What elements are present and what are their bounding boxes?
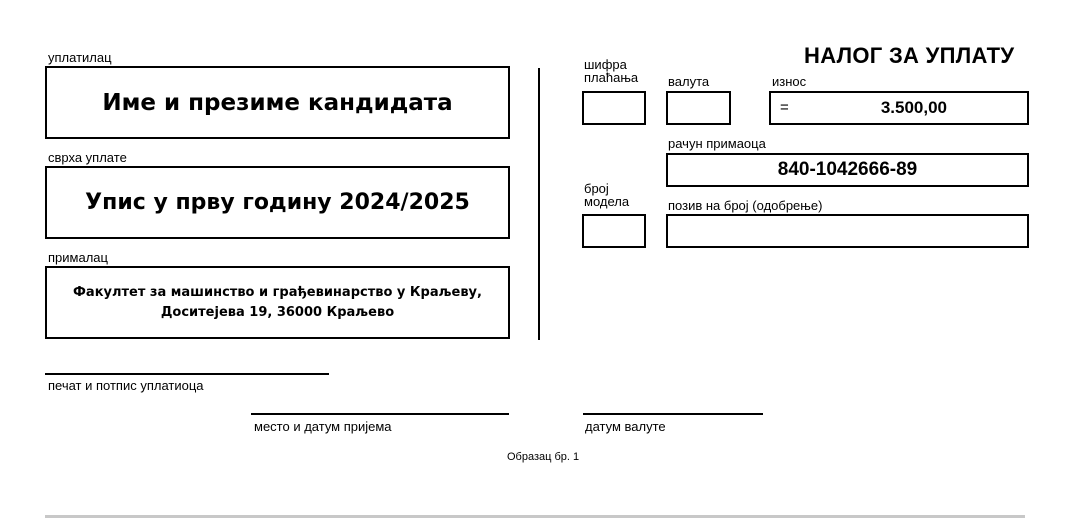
payer-label: уплатилац bbox=[48, 50, 112, 65]
currency-label: валута bbox=[668, 74, 710, 89]
place-date-line bbox=[251, 413, 509, 415]
payment-code-field[interactable] bbox=[582, 91, 646, 125]
currency-field[interactable] bbox=[666, 91, 731, 125]
model-number-label bbox=[584, 182, 629, 208]
amount-field[interactable] bbox=[769, 91, 1029, 125]
recipient-account-label: рачун примаоца bbox=[668, 136, 766, 151]
amount-equals-sign: = bbox=[780, 99, 789, 116]
recipient-account-field[interactable] bbox=[666, 153, 1029, 187]
value-date-label: датум валуте bbox=[585, 419, 666, 434]
purpose-field[interactable] bbox=[45, 166, 510, 239]
recipient-line-1: Факултет за машинство и грађевинарство у Краљеву, bbox=[73, 284, 482, 300]
bottom-rule bbox=[45, 515, 1025, 518]
purpose-label: сврха уплате bbox=[48, 150, 127, 165]
reference-number-label: позив на број (одобрење) bbox=[668, 198, 823, 213]
payer-field[interactable] bbox=[45, 66, 510, 139]
place-date-label: место и датум пријема bbox=[254, 419, 392, 434]
payment-code-label-line-1: шифра bbox=[584, 57, 627, 72]
payment-code-label bbox=[584, 58, 638, 84]
purpose-value: Упис у прву годину 2024/2025 bbox=[85, 190, 470, 215]
model-number-field[interactable] bbox=[582, 214, 646, 248]
form-number: Образац бр. 1 bbox=[507, 451, 580, 463]
amount-value: 3.500,00 bbox=[880, 98, 947, 117]
reference-number-field[interactable] bbox=[666, 214, 1029, 248]
payment-code-label-line-2: плаћања bbox=[584, 70, 639, 85]
amount-label: износ bbox=[772, 74, 807, 89]
recipient-line-2: Доситејева 19, 36000 Краљево bbox=[160, 304, 395, 320]
recipient-field[interactable] bbox=[45, 266, 510, 339]
recipient-label: прималац bbox=[48, 250, 108, 265]
signature-line bbox=[45, 373, 329, 375]
column-divider bbox=[538, 68, 540, 340]
signature-label: печат и потпис уплатиоца bbox=[48, 378, 204, 393]
model-number-label-line-2: модела bbox=[584, 194, 630, 209]
model-number-label-line-1: број bbox=[584, 181, 609, 196]
form-title: НАЛОГ ЗА УПЛАТУ bbox=[804, 43, 1015, 68]
value-date-line bbox=[583, 413, 763, 415]
payer-value: Име и презиме кандидата bbox=[102, 89, 453, 116]
recipient-account-value: 840-1042666-89 bbox=[777, 159, 918, 180]
